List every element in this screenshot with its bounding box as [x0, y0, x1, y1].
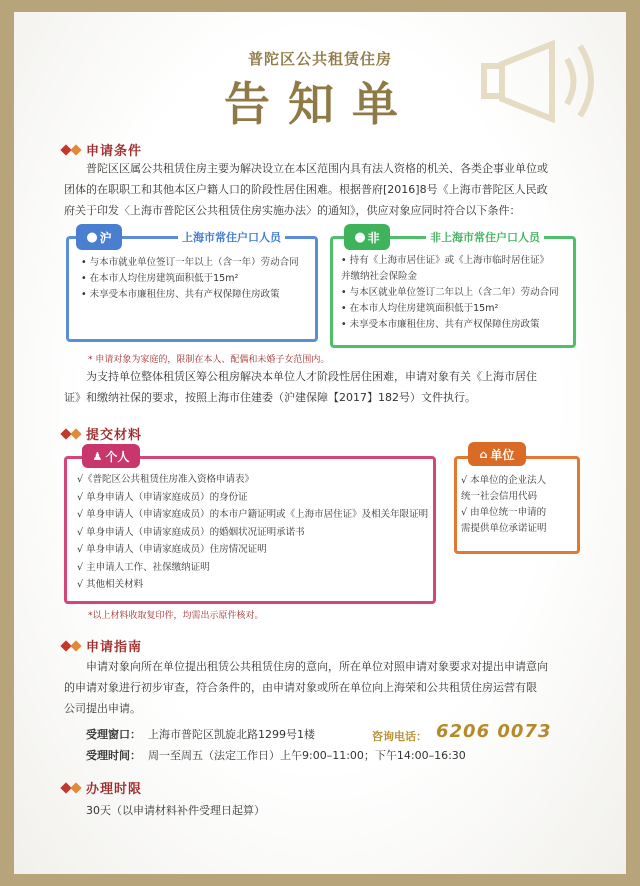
page-title: 告知单 — [224, 77, 416, 131]
window-value: 上海市普陀区凯旋北路1299号1楼 — [148, 728, 315, 741]
materials-note: *以上材料收取复印件，均需出示原件核对。 — [88, 611, 264, 621]
conditions-extra: 为支持单位整体租赁区筹公租房解决本单位人才阶段性居住困难，申请对象有关《上海市居住 — [86, 370, 537, 383]
resident-box — [66, 236, 318, 342]
list-item: √ 单身申请人（申请家庭成员）的身份证 — [77, 491, 248, 503]
list-item: √ 单身申请人（申请家庭成员）的本市户籍证明或《上海市居住证》及相关年限证明 — [77, 509, 429, 520]
phone-label: 咨询电话： — [372, 730, 427, 743]
section-heading-guide: 申请指南 — [62, 636, 142, 655]
person-icon: ● — [86, 229, 98, 245]
list-item: 需提供单位承诺证明 — [461, 523, 547, 534]
resident-tag: ● 沪 — [76, 224, 122, 250]
list-item: √ 由单位统一申请的 — [461, 507, 547, 518]
page-subtitle: 普陀区公共租赁住房 — [247, 50, 392, 68]
list-item: √ 本单位的企业法人 — [461, 475, 547, 486]
list-item: • 未享受本市廉租住房、共有产权保障住房政策 — [341, 319, 540, 330]
conditions-intro: 普陀区区属公共租赁住房主要为解决设立在本区范围内具有法人资格的机关、各类企事业单位或 — [86, 162, 548, 175]
list-item: • 与本市就业单位签订一年以上（含一年）劳动合同 — [81, 257, 299, 268]
nonresident-tag: ● 非 — [344, 224, 390, 250]
unit-tag: ⌂ 单位 — [468, 442, 526, 466]
person-icon: ● — [354, 229, 366, 245]
list-item: √ 单身申请人（申请家庭成员）的婚姻状况证明承诺书 — [77, 526, 305, 538]
list-item: 统一社会信用代码 — [461, 491, 538, 502]
list-item: √ 其他相关材料 — [77, 579, 144, 590]
diamond-bullet-icon — [62, 642, 80, 650]
conditions-extra-cont: 证》和缴纳社保的要求，按照上海市住建委（沪建保障【2017】182号）文件执行。 — [64, 391, 476, 404]
time-value: 周一至周五（法定工作日）上午9:00–11:00；下午14:00–16:30 — [148, 749, 466, 762]
nonresident-title: 非上海市常住户口人员 — [426, 229, 544, 245]
phone-number[interactable]: 6206 0073 — [436, 721, 552, 742]
list-item: • 与本区就业单位签订二年以上（含二年）劳动合同 — [341, 287, 559, 298]
building-icon: ⌂ — [479, 447, 488, 461]
personal-materials-box — [64, 456, 436, 604]
time-label: 受理时间： — [86, 749, 141, 762]
list-item: √ 单身申请人（申请家庭成员）住房情况证明 — [77, 544, 267, 555]
window-label: 受理窗口： — [86, 728, 141, 741]
diamond-bullet-icon — [62, 146, 80, 154]
conditions-intro-cont: 团体的在职职工和其他本区户籍人口的阶段性居住困难。根据普府[2016]8号《上海市普陀区人民政 府关于印发〈上海市普陀区公共租赁住房实施办法〉的通知》，供应对象应同时符合以下条件： — [64, 183, 548, 217]
section-heading-conditions: 申请条件 — [62, 140, 142, 159]
guide-body: 申请对象向所在单位提出租赁公共租赁住房的意向，所在单位对照申请对象要求对提出申请意向 — [86, 660, 548, 673]
section-heading-deadline: 办理时限 — [62, 778, 142, 797]
list-item: • 在本市人均住房建筑面积低于15m² — [81, 273, 239, 284]
deadline-body: 30天（以申请材料补件受理日起算） — [86, 804, 265, 817]
personal-tag: ♟ 个人 — [82, 444, 140, 468]
diamond-bullet-icon — [62, 430, 80, 438]
list-item: • 在本市人均住房建筑面积低于15m² — [341, 303, 499, 314]
resident-title: 上海市常住户口人员 — [178, 229, 285, 245]
person-icon: ♟ — [92, 449, 103, 463]
section-heading-materials: 提交材料 — [62, 424, 142, 443]
list-item: • 未享受本市廉租住房、共有产权保障住房政策 — [81, 289, 280, 300]
guide-body-cont: 的申请对象进行初步审查，符合条件的，由申请对象或所在单位向上海荣和公共租赁住房运营有限 公司提出申请。 — [64, 681, 537, 715]
nonresident-box — [330, 236, 576, 348]
diamond-bullet-icon — [62, 784, 80, 792]
list-item: • 持有《上海市居住证》或《上海市临时居住证》 — [341, 255, 550, 266]
list-item: √《普陀区公共租赁住房准入资格申请表》 — [77, 474, 255, 485]
list-item: √ 主申请人工作、社保缴纳证明 — [77, 561, 210, 573]
unit-materials-box — [454, 456, 580, 554]
list-item: 并缴纳社会保险金 — [341, 271, 418, 282]
conditions-note: * 申请对象为家庭的，限制在本人、配偶和未婚子女范围内。 — [88, 355, 330, 365]
